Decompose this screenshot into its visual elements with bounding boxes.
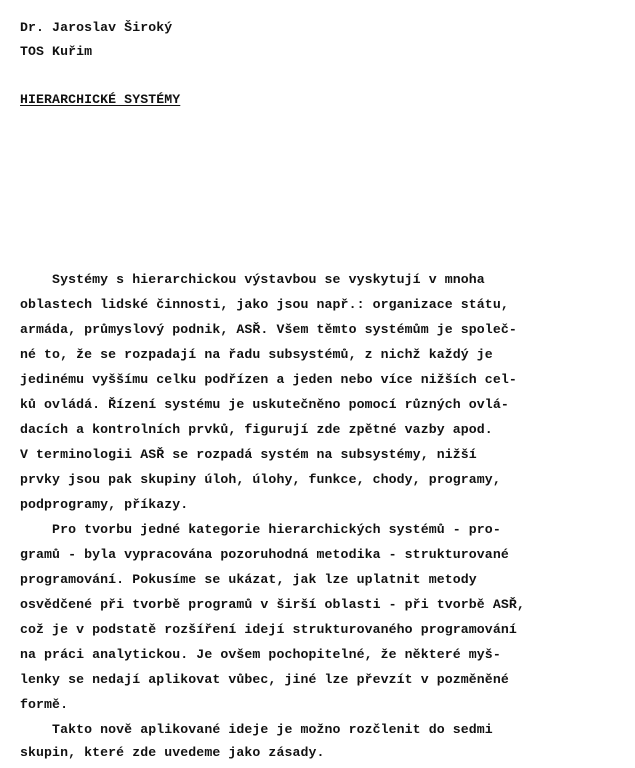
body-line: né to, že se rozpadají na řadu subsystémů, z nichž každý je xyxy=(20,347,493,362)
body-line: gramů - byla vypracována pozoruhodná metodika - strukturované xyxy=(20,547,509,562)
body-line: Pro tvorbu jedné kategorie hierarchických systémů - pro- xyxy=(20,522,501,537)
body-line: což je v podstatě rozšíření idejí strukturovaného programování xyxy=(20,622,517,637)
body-line: lenky se nedají aplikovat vůbec, jiné lze převzít v pozměněné xyxy=(20,672,509,687)
body-line: Takto nově aplikované ideje je možno rozčlenit do sedmi xyxy=(20,722,493,737)
author-affiliation: TOS Kuřim xyxy=(20,44,93,59)
document-title: HIERARCHICKÉ SYSTÉMY xyxy=(20,92,181,107)
body-line: na práci analytickou. Je ovšem pochopitelné, že některé myš- xyxy=(20,647,501,662)
body-line: oblastech lidské činnosti, jako jsou např.: organizace státu, xyxy=(20,297,509,312)
body-line: podprogramy, příkazy. xyxy=(20,497,189,512)
body-line: jedinému vyššímu celku podřízen a jeden nebo více nižších cel- xyxy=(20,372,517,387)
author-name: Dr. Jaroslav Široký xyxy=(20,20,173,35)
body-line: programování. Pokusíme se ukázat, jak lze uplatnit metody xyxy=(20,572,477,587)
body-line: V terminologii ASŘ se rozpadá systém na subsystémy, nižší xyxy=(20,447,477,462)
body-line: formě. xyxy=(20,697,69,712)
body-line: Systémy s hierarchickou výstavbou se vyskytují v mnoha xyxy=(20,272,485,287)
body-line: armáda, průmyslový podnik, ASŘ. Všem těmto systémům je společ- xyxy=(20,322,517,337)
body-line: osvědčené při tvorbě programů v širší oblasti - při tvorbě ASŘ, xyxy=(20,597,525,612)
body-line: ků ovládá. Řízení systému je uskutečněno pomocí různých ovlá- xyxy=(20,397,509,412)
body-line: prvky jsou pak skupiny úloh, úlohy, funkce, chody, programy, xyxy=(20,472,501,487)
body-line: skupin, které zde uvedeme jako zásady. xyxy=(20,745,325,760)
body-line: dacích a kontrolních prvků, figurují zde zpětné vazby apod. xyxy=(20,422,493,437)
